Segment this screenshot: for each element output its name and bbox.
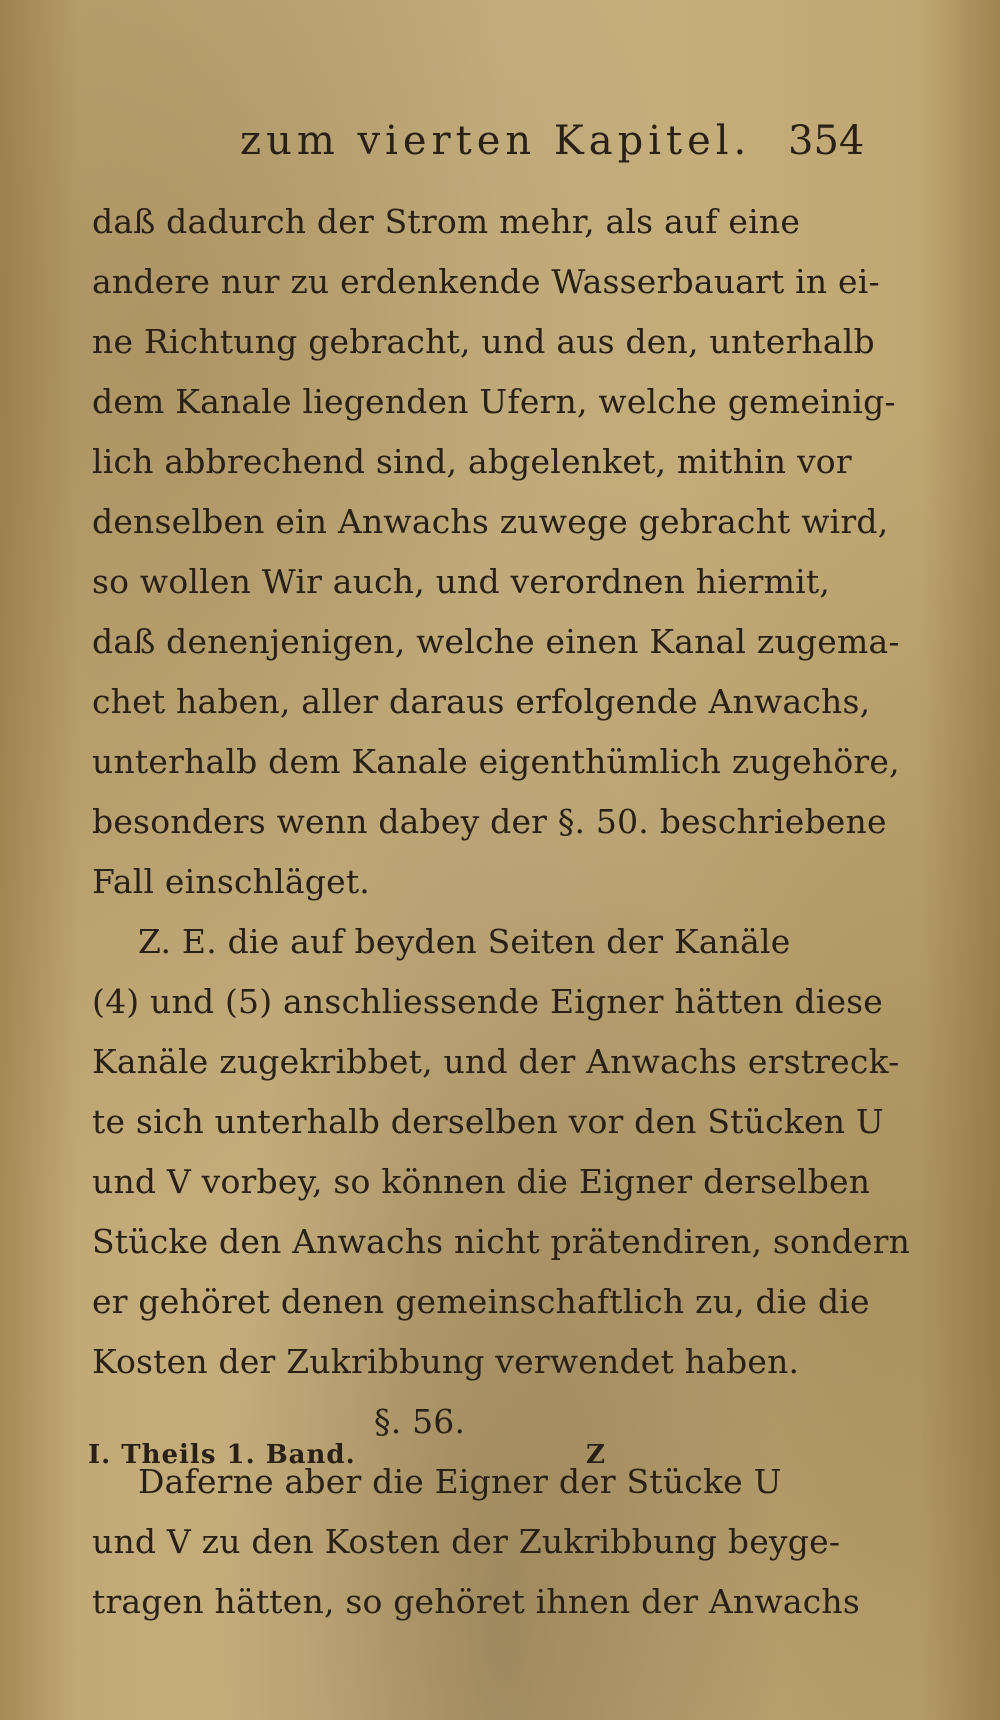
text-line: so wollen Wir auch, und verordnen hiermit, [92,562,831,601]
text-line: andere nur zu erdenkende Wasserbauart in ei- [92,262,880,301]
text-line: (4) und (5) anschliessende Eigner hätten diese [92,982,884,1021]
printer-signature: I. Theils 1. Band. [88,1440,356,1470]
section-heading: §. 56. [374,1402,466,1441]
page-header [0,118,1000,178]
page-footer [0,1440,1000,1490]
text-line: er gehöret denen gemeinschaftlich zu, die die [92,1282,870,1321]
text-line: tragen hätten, so gehöret ihnen der Anwachs [92,1582,860,1621]
text-line: lich abbrechend sind, abgelenket, mithin vor [92,442,852,481]
text-line: Stücke den Anwachs nicht prätendiren, sondern [92,1222,911,1261]
text-line: denselben ein Anwachs zuwege gebracht wird, [92,502,889,541]
text-line: Kosten der Zukribbung verwendet haben. [92,1342,800,1381]
body-text [92,192,911,1632]
text-line: Fall einschläget. [92,862,370,901]
text-line: dem Kanale liegenden Ufern, welche gemeinig- [92,382,896,421]
running-title: zum vierten Kapitel. [240,118,752,164]
catchword: Z [586,1440,605,1470]
text-line: ne Richtung gebracht, und aus den, unterhalb [92,322,875,361]
text-line: daß denenjenigen, welche einen Kanal zugema- [92,622,900,661]
text-line: te sich unterhalb derselben vor den Stücken U [92,1102,884,1141]
text-line: besonders wenn dabey der §. 50. beschriebene [92,802,887,841]
paragraph-start-line: Daferne aber die Eigner der Stücke U [138,1462,782,1501]
text-line: daß dadurch der Strom mehr, als auf eine [92,202,801,241]
page-number: 354 [788,118,865,164]
text-line: Kanäle zugekribbet, und der Anwachs erstreck- [92,1042,900,1081]
text-line: und V zu den Kosten der Zukribbung beyge- [92,1522,841,1561]
paragraph-start-line: Z. E. die auf beyden Seiten der Kanäle [138,922,791,961]
text-line: unterhalb dem Kanale eigenthümlich zugehöre, [92,742,900,781]
text-line: chet haben, aller daraus erfolgende Anwachs, [92,682,871,721]
text-line: und V vorbey, so können die Eigner derselben [92,1162,871,1201]
